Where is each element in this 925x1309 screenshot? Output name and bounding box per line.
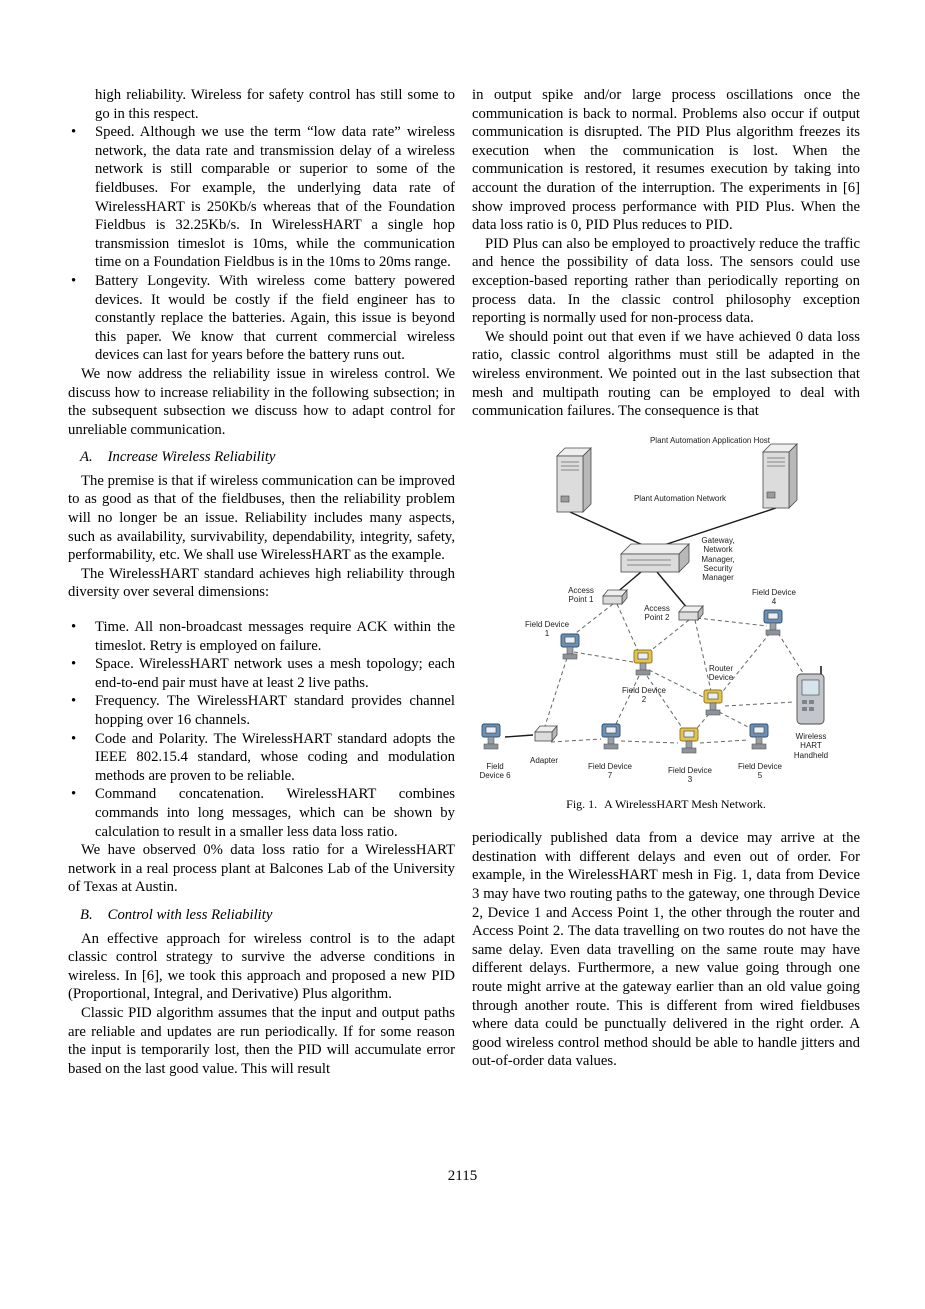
figure-label-fd7: Field Device 7 xyxy=(587,761,632,781)
section-a-title: Increase Wireless Reliability xyxy=(107,449,276,466)
mesh-network-diagram xyxy=(475,436,857,786)
figure-label-fd5: Field Device 5 xyxy=(737,761,782,781)
left-column xyxy=(68,86,455,1078)
handheld-icon xyxy=(797,666,824,724)
paragraph-r3: We should point out that even if we have achieved 0 data loss ratio, classic control algorithms must still be adapted in the wireless environment. We pointed out in the last subsection that mesh and multipath routing can be employed to deal with communication failures. The consequence is that xyxy=(472,328,860,420)
bullet-time: • Time. All non-broadcast messages require ACK within the timeslot. Retry is employed on failure. xyxy=(68,618,455,655)
figure-label-fd2: Field Device 2 xyxy=(621,685,666,705)
section-b-title: Control with less Reliability xyxy=(107,906,273,923)
figure-caption-text: A WirelessHART Mesh Network. xyxy=(604,796,766,811)
figure-label-fd1: Field Device 1 xyxy=(525,619,570,639)
bullet-speed: • Speed. Although we use the term “low data rate” wireless network, the data rate and transmission delay of a wireless network is still comparable or superior to some of the fieldbuses. For example, the underlying data rate of WirelessHART is 250Kb/s whereas that of the Foundation Fieldbus is 32.25Kb/s. In WirelessHART a single hop transmission timeslot is 10ms, while the communication time on a Foundation Fieldbus is in the 10ms to 20ms range. xyxy=(68,123,455,272)
router-device-icon xyxy=(704,690,722,715)
figure-label-router: Router Device xyxy=(708,663,734,683)
bullet-battery-longevity: • Battery Longevity. With wireless come battery powered devices. It would be costly if the field engineer has to constantly replace the batteries. Again, this issue is beyond this paper. We know that current commercial wireless devices can last for years before the battery runs out. xyxy=(68,272,455,365)
figure-label-fd3: Field Device 3 xyxy=(667,765,712,785)
figure-label-handheld: Wireless HART Handheld xyxy=(793,731,829,760)
section-heading-a xyxy=(68,448,455,467)
bullet-code-polarity: • Code and Polarity. The WirelessHART standard adopts the IEEE 802.15.4 standard, whose coding and modulation methods are proven to be reliable. xyxy=(68,730,455,786)
field-device-icon xyxy=(482,724,500,749)
bullet-space: • Space. WirelessHART network uses a mesh topology; each end-to-end pair must have at least 2 live paths. xyxy=(68,655,455,692)
figure-label-network: Plant Automation Network xyxy=(633,493,727,503)
bullet-continuation-text: high reliability. Wireless for safety control has still some to go in this respect. xyxy=(95,87,455,122)
field-device-icon xyxy=(764,610,782,635)
figure-label-host: Plant Automation Application Host xyxy=(649,435,771,445)
bullet-frequency: • Frequency. The WirelessHART standard provides channel hopping over 16 channels. xyxy=(68,692,455,729)
paragraph-b1: An effective approach for wireless control is to the adapt classic control strategy to survive the adverse conditions in wireless. In [6], we took this approach and proposed a new PID (Proportional, Integral, and Derivative) Plus algorithm. xyxy=(68,930,455,1003)
access-point-icon xyxy=(679,606,703,620)
figure-label-gateway: Gateway, Network Manager, Security Manager xyxy=(701,535,735,583)
paragraph-reliability-intro: We now address the reliability issue in wireless control. We discuss how to increase reliability in the following subsection; in the subsequent subsection we discuss how to adapt control for unreliable communication. xyxy=(68,365,455,438)
figure-label-ap2: Access Point 2 xyxy=(644,603,670,623)
paragraph-a2: The WirelessHART standard achieves high reliability through diversity over several dimensions: xyxy=(68,565,455,601)
section-b-label: B. xyxy=(80,906,93,923)
figure-caption-label: Fig. 1. xyxy=(566,796,598,811)
section-heading-b xyxy=(68,906,455,925)
figure-label-ap1: Access Point 1 xyxy=(568,585,594,605)
paragraph-r1: in output spike and/or large process oscillations once the communication is back to normal. Problems also occur if output communication is disrupted. The PID Plus algorithm freezes its execution when the communication is lost. When the communication is restored, it resumes execution by taking into account the duration of the interruption. The experiments in [6] show improved process performance with PID Plus. When the data loss ratio is 0, PID Plus reduces to PID. xyxy=(472,87,860,234)
server-icon xyxy=(763,444,797,508)
section-a-label: A. xyxy=(80,449,93,466)
feature-bullet-list xyxy=(68,123,455,365)
page-number: 2115 xyxy=(447,1168,478,1184)
gateway-icon xyxy=(621,544,689,572)
figure-1 xyxy=(472,436,860,814)
figure-label-fd4: Field Device 4 xyxy=(751,587,796,607)
two-column-body xyxy=(68,86,860,1078)
paragraph-a3: We have observed 0% data loss ratio for a WirelessHART network in a real process plant at Balcones Lab of the University of Texas at Austin. xyxy=(68,842,455,896)
figure-label-fd6: Field Device 6 xyxy=(479,761,511,781)
field-device-icon xyxy=(750,724,768,749)
server-icon xyxy=(557,448,591,512)
mesh-links xyxy=(545,604,805,743)
bullet-command-concatenation: • Command concatenation. WirelessHART combines commands into long messages, which can be shown by calculation to result in a smaller less data loss ratio. xyxy=(68,785,455,841)
paragraph-r2: PID Plus can also be employed to proactively reduce the traffic and hence the possibility of data loss. The sensors could use exception-based reporting rather than periodically reporting on process data. In the classic control philosophy exception reporting is normally used for non-process data. xyxy=(472,235,860,327)
paragraph-a1: The premise is that if wireless communication can be improved to as good as that of the fieldbuses, then the reliability problem will no longer be an issue. Reliability includes many aspects, such as availability, survivability, dependability, integrity, safety, performability, etc. We shall use WirelessHART as the example. xyxy=(68,472,455,564)
field-device-icon xyxy=(602,724,620,749)
field-device-icon xyxy=(634,650,652,675)
diversity-bullet-list xyxy=(68,618,455,841)
field-device-icon xyxy=(680,728,698,753)
figure-label-adapter: Adapter xyxy=(529,755,559,765)
paragraph-b2: Classic PID algorithm assumes that the input and output paths are reliable and updates are run periodically. If for some reason the input is temporarily lost, then the PID will accumulate error based on the last good value. This will result xyxy=(68,1004,455,1077)
adapter-icon xyxy=(535,726,557,741)
right-column xyxy=(472,86,860,1078)
figure-caption xyxy=(472,795,860,814)
paragraph-r4: periodically published data from a device may arrive at the destination with different delays and even out of order. For example, in the WirelessHART mesh in Fig. 1, data from Device 3 may have two routing paths to the gateway, one through Device 2, Device 1 and Access Point 1, the other through the router and Access Point 2. The data travelling on two routes do not have the same delay. Even data travelling on the same route may have different delays. Furthermore, a new value going through one route might arrive at the gateway earlier than an old value going through another route. This is different from wired fieldbuses where data could be punctually delivered in the right order. A good wireless control method should be able to handle jitters and out-of-order data values. xyxy=(472,830,860,1070)
access-point-icon xyxy=(603,590,627,604)
